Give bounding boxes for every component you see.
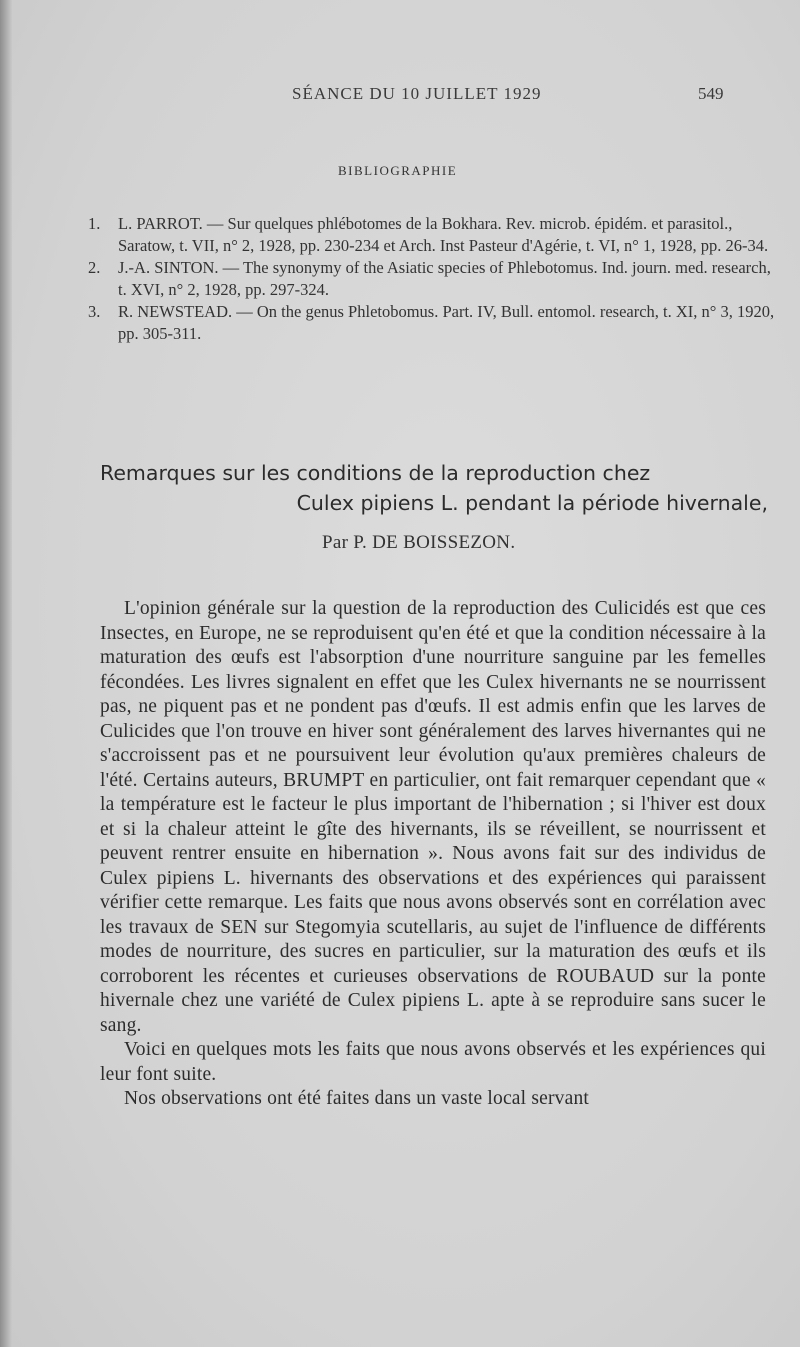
article-title xyxy=(100,458,780,518)
author-byline: Par P. DE BOISSEZON. xyxy=(322,532,516,553)
page-number: 549 xyxy=(698,84,724,103)
article-title-line-1: Remarques sur les conditions de la reproduction chez xyxy=(100,461,651,485)
scanned-page xyxy=(12,0,800,1347)
bibliography-entry xyxy=(88,213,778,257)
body-paragraph: L'opinion générale sur la question de la reproduction des Culicidés est que ces Insectes, en Europe, ne se reproduisent qu'en été et que la condition nécessaire à la maturation des œufs est l'absorption d'une nourriture sanguine par les femelles fécondées. Les livres signalent en effet que les Culex hivernants ne se nourrissent pas, ne piquent pas et ne pondent pas d'œufs. Il est admis enfin que les larves de Culicides que l'on trouve en hiver sont généralement des larves hivernantes qui ne s'accroissent pas et ne poursuivent leur évolution qu'aux premières chaleurs de l'été. Certains auteurs, BRUMPT en particulier, ont fait remarquer cependant que « la température est le facteur le plus important de l'hibernation ; si l'hiver est doux et si la chaleur atteint le gîte des hivernants, ils se réveillent, se nourrissent et peuvent rentrer ensuite en hibernation ». Nous avons fait sur des individus de Culex pipiens L. hivernants des observations et des expériences qui paraissent vérifier cette remarque. Les faits que nous avons observés sont en corrélation avec les travaux de SEN sur Stegomyia scutellaris, au sujet de l'influence de différents modes de nourriture, des sucres en particulier, sur la maturation des œufs et ils corroborent les récentes et curieuses observations de ROUBAUD sur la ponte hivernale chez une variété de Culex pipiens L. apte à se reproduire sans sucer le sang. xyxy=(100,598,766,1036)
bibliography-list xyxy=(88,213,778,345)
entry-text: R. NEWSTEAD. — On the genus Phletobomus. Part. IV, Bull. entomol. research, t. XI, n° 3, 1920, pp. 305-311. xyxy=(118,302,775,343)
entry-text: J.-A. SINTON. — The synonymy of the Asiatic species of Phlebotomus. Ind. journ. med. research, t. XVI, n° 2, 1928, pp. 297-324. xyxy=(118,258,771,299)
entry-number: 1. xyxy=(88,214,101,233)
body-paragraph: Nos observations ont été faites dans un vaste local servant xyxy=(124,1088,590,1109)
entry-text: L. PARROT. — Sur quelques phlébotomes de la Bokhara. Rev. microb. épidém. et parasitol., Saratow, t. VII, n° 2, 1928, pp. 230-234 et Arch. Inst Pasteur d'Agérie, t. VI, n° 1, 1928, pp. 26-34. xyxy=(118,214,769,255)
entry-number: 2. xyxy=(88,258,101,277)
bibliography-entry xyxy=(88,257,778,301)
bibliography-entry xyxy=(88,301,778,345)
bibliography-heading: BIBLIOGRAPHIE xyxy=(338,163,458,178)
body-paragraph: Voici en quelques mots les faits que nous avons observés et les expériences qui leur font suite. xyxy=(100,1039,766,1085)
book-binding-edge xyxy=(0,0,12,1347)
article-title-line-2: Culex pipiens L. pendant la période hivernale, xyxy=(296,491,768,515)
running-head: SÉANCE DU 10 JUILLET 1929 xyxy=(292,84,542,103)
entry-number: 3. xyxy=(88,302,101,321)
article-body xyxy=(100,597,766,1112)
